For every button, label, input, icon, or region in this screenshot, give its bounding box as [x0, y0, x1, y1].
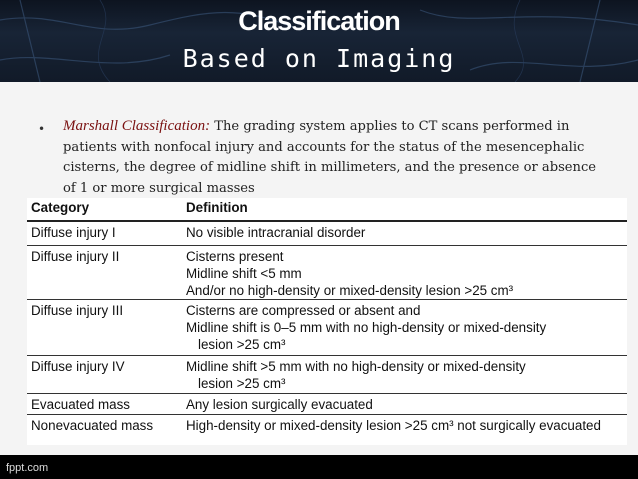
definition-line: And/or no high-density or mixed-density lesion >25 cm³ [186, 282, 514, 298]
table-row [27, 221, 627, 245]
table-header-row [27, 198, 627, 221]
slide-header [0, 0, 638, 82]
cell-definition [186, 355, 627, 393]
bullet-point: • [38, 122, 46, 136]
column-header-category: Category [27, 198, 186, 221]
column-header-definition: Definition [186, 198, 627, 221]
body-paragraph [63, 116, 608, 199]
table-row [27, 245, 627, 299]
definition-line: Cisterns are compressed or absent and [186, 302, 421, 318]
classification-table-container [27, 198, 627, 445]
cell-category: Diffuse injury III [27, 299, 186, 355]
cell-definition [186, 393, 627, 414]
table-row [27, 355, 627, 393]
body-text: The grading system applies to CT scans performed in patients with nonfocal injury and accounts for the status of the mesencephalic cisterns, the degree of midline shift in millimeters, and the presence or absence of 1 or more surgical masses [63, 119, 597, 196]
classification-table [27, 198, 627, 435]
table-row [27, 414, 627, 435]
watermark-text: fppt.com [6, 462, 49, 474]
definition-line: Midline shift is 0–5 mm with no high-density or mixed-density [186, 319, 547, 335]
cell-category: Diffuse injury I [27, 221, 186, 245]
slide-subtitle: Based on Imaging [182, 44, 456, 73]
slide-title: Classification [238, 6, 400, 36]
cell-category: Evacuated mass [27, 393, 186, 414]
cell-definition [186, 221, 627, 245]
definition-line: Midline shift <5 mm [186, 265, 302, 281]
definition-line: Cisterns present [186, 248, 284, 264]
cell-category: Nonevacuated mass [27, 414, 186, 435]
cell-category: Diffuse injury IV [27, 355, 186, 393]
cell-category: Diffuse injury II [27, 245, 186, 299]
definition-line: Any lesion surgically evacuated [186, 396, 373, 412]
slide-footer [0, 455, 638, 479]
cell-definition [186, 245, 627, 299]
table-row [27, 299, 627, 355]
definition-line: High-density or mixed-density lesion >25 cm³ not surgically evacuated [186, 417, 601, 433]
cell-definition [186, 414, 627, 435]
definition-line: lesion >25 cm³ [198, 336, 286, 352]
table-row [27, 393, 627, 414]
definition-line: No visible intracranial disorder [186, 225, 366, 240]
body-lead: Marshall Classification: [63, 118, 211, 134]
definition-line: Midline shift >5 mm with no high-density or mixed-density [186, 358, 526, 374]
cell-definition [186, 299, 627, 355]
definition-line: lesion >25 cm³ [198, 375, 286, 391]
